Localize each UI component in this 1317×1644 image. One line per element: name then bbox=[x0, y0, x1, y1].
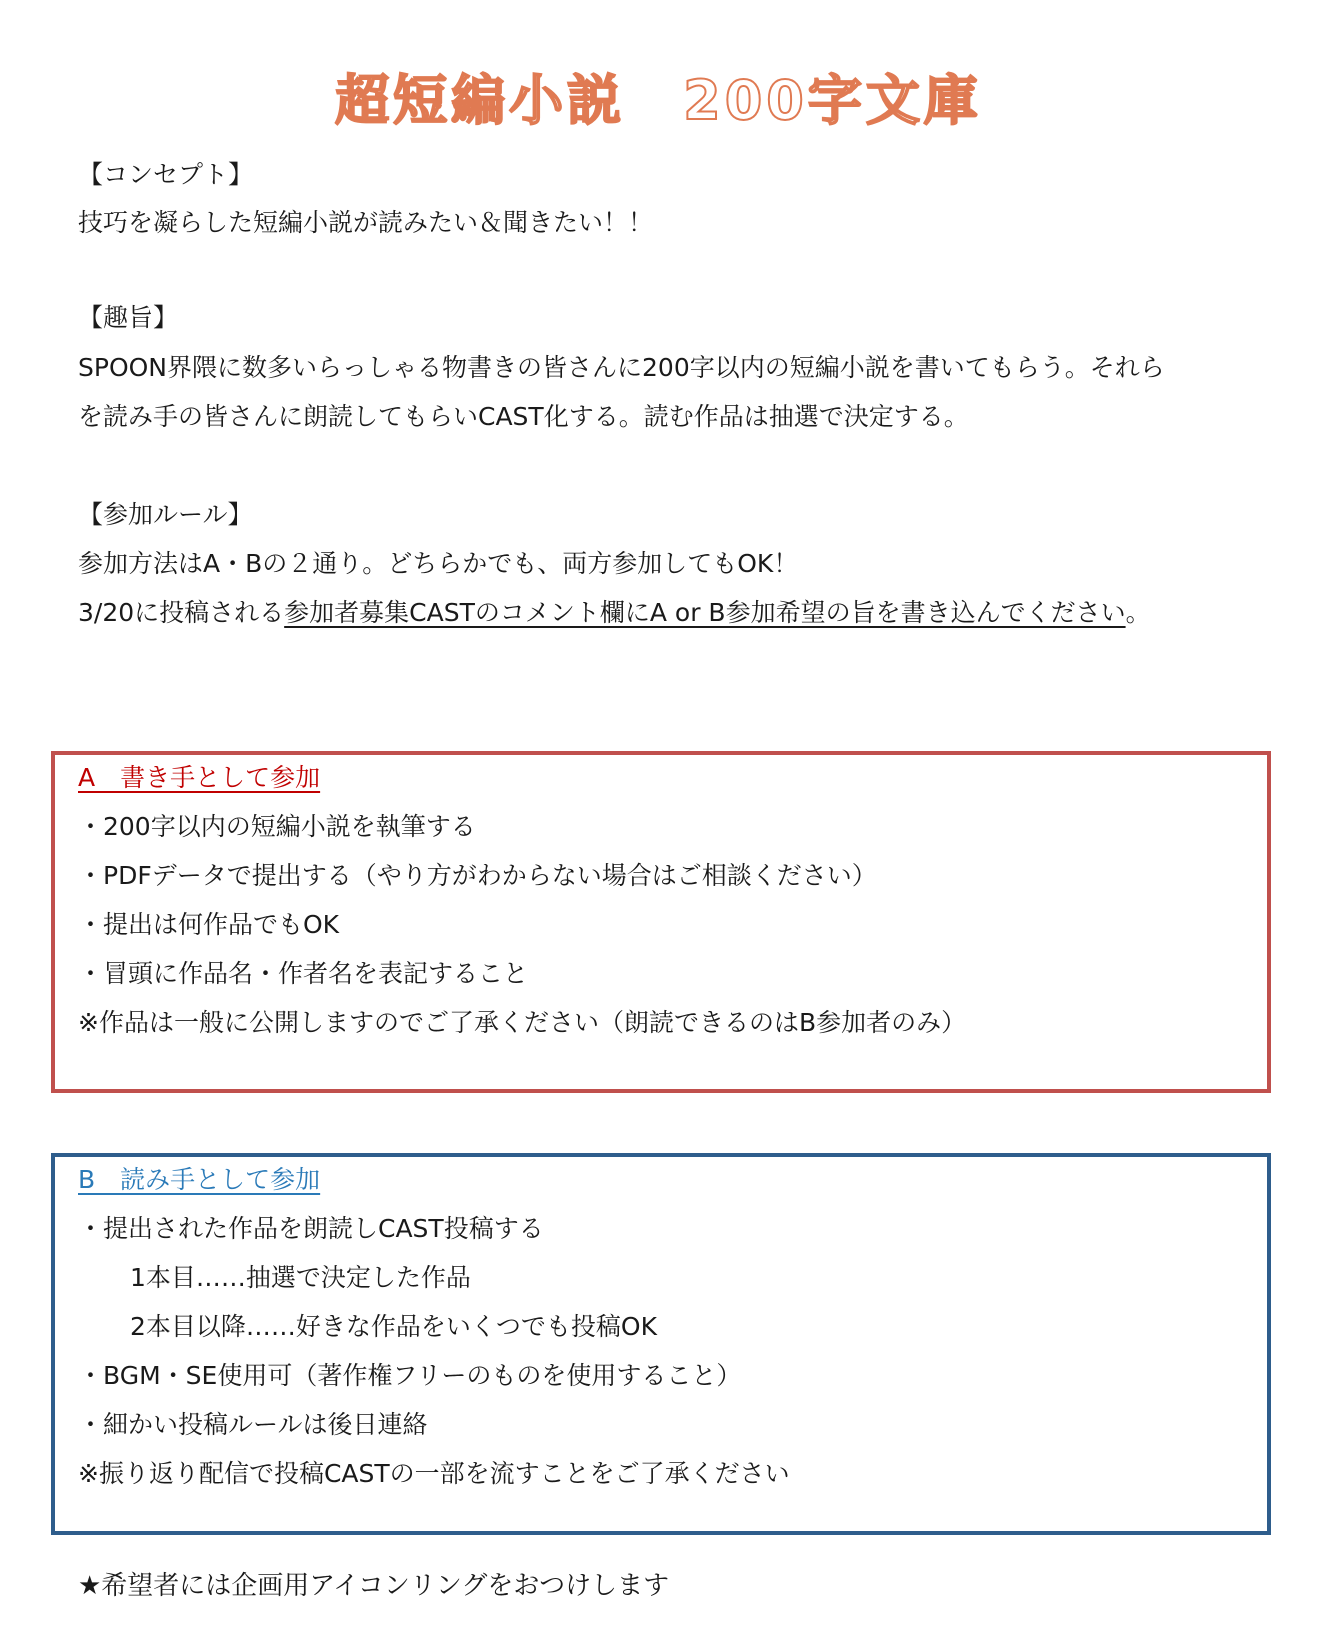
rules-line-2 bbox=[78, 598, 1151, 628]
rules-line-2-suffix: 。 bbox=[1125, 598, 1151, 627]
section-a-box bbox=[51, 751, 1271, 1093]
section-a-item: ・提出は何作品でもOK bbox=[78, 910, 340, 939]
rules-heading: 【参加ルール】 bbox=[78, 500, 253, 529]
rules-instruction-underlined: 参加者募集CASTのコメント欄にA or B参加希望の旨を書き込んでください bbox=[284, 598, 1126, 627]
section-a-item: ・PDFデータで提出する（やり方がわからない場合はご相談ください） bbox=[78, 861, 877, 890]
footer-note: ★希望者には企画用アイコンリングをおつけします bbox=[78, 1571, 670, 1601]
section-b-box bbox=[51, 1153, 1271, 1535]
section-a-note: ※作品は一般に公開しますのでご了承ください（朗読できるのはB参加者のみ） bbox=[78, 1008, 967, 1037]
purpose-heading: 【趣旨】 bbox=[78, 303, 179, 332]
rules-line-2-prefix: 3/20に投稿される bbox=[78, 598, 285, 627]
section-b-note: ※振り返り配信で投稿CASTの一部を流すことをご了承ください bbox=[78, 1459, 790, 1488]
section-a-item: ・200字以内の短編小説を執筆する bbox=[78, 812, 476, 841]
section-b-item: ・提出された作品を朗読しCAST投稿する bbox=[78, 1214, 544, 1243]
purpose-line-2: を読み手の皆さんに朗読してもらいCAST化する。読む作品は抽選で決定する。 bbox=[78, 402, 969, 431]
section-b-subitem: 1本目……抽選で決定した作品 bbox=[130, 1263, 471, 1292]
section-b-subitem: 2本目以降……好きな作品をいくつでも投稿OK bbox=[130, 1312, 657, 1341]
rules-line-1: 参加方法はA・Bの２通り。どちらかでも、両方参加してもOK！ bbox=[78, 549, 799, 578]
purpose-line-1: SPOON界隈に数多いらっしゃる物書きの皆さんに200字以内の短編小説を書いてもらう。それら bbox=[78, 353, 1165, 382]
concept-text: 技巧を凝らした短編小説が読みたい＆聞きたい！！ bbox=[78, 208, 654, 237]
section-a-heading: A 書き手として参加 bbox=[78, 763, 321, 792]
page-title: 超短編小説 200字文庫 bbox=[335, 69, 982, 132]
section-b-item: ・細かい投稿ルールは後日連絡 bbox=[78, 1410, 428, 1439]
concept-heading: 【コンセプト】 bbox=[78, 160, 254, 189]
section-b-heading: B 読み手として参加 bbox=[78, 1165, 321, 1194]
section-a-item: ・冒頭に作品名・作者名を表記すること bbox=[78, 959, 529, 988]
section-b-item: ・BGM・SE使用可（著作権フリーのものを使用すること） bbox=[78, 1361, 742, 1390]
